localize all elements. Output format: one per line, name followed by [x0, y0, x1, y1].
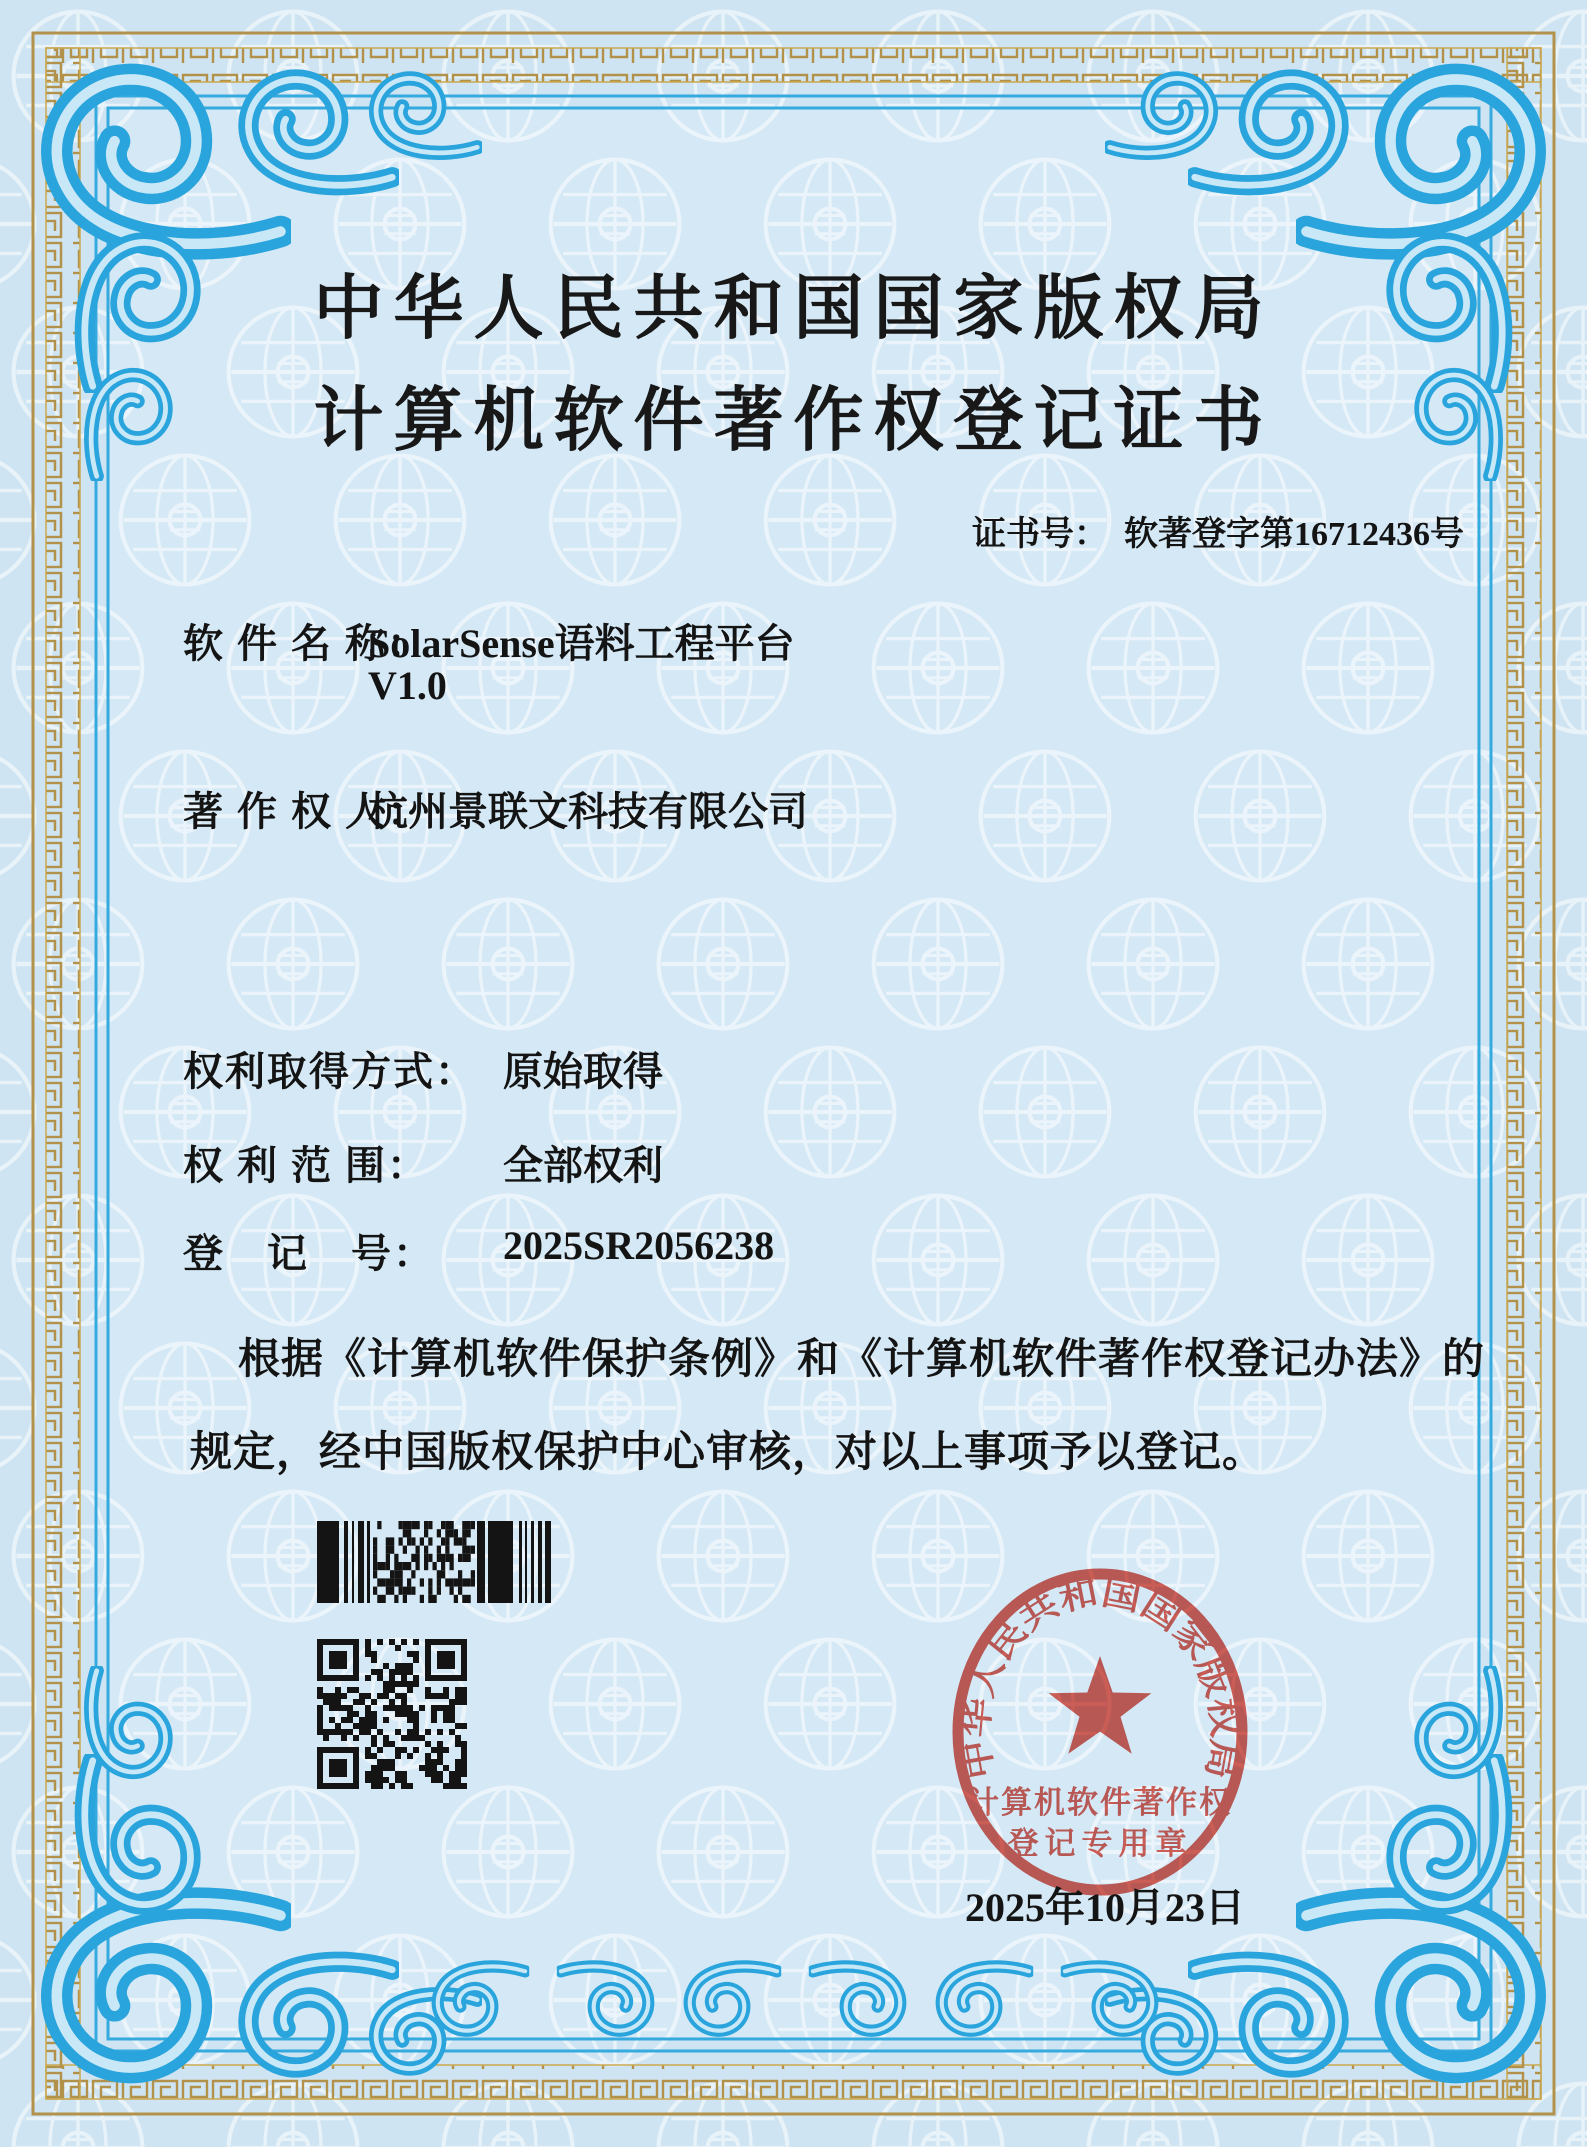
software-version: V1.0	[368, 663, 447, 708]
cert-no-label: 证书号：	[972, 516, 1108, 553]
software-name-value: SolarSense语料工程平台	[368, 621, 795, 666]
authority-title: 中华人民共和国国家版权局	[313, 271, 1274, 348]
rights-scope-value: 全部权利	[503, 1143, 663, 1188]
official-seal	[935, 1555, 1265, 1925]
star-icon	[1049, 1656, 1152, 1754]
seal-line2: 登记专用章	[1007, 1826, 1193, 1861]
software-name-label: 软 件 名 称：	[183, 621, 429, 666]
barcode-graphic	[317, 1521, 551, 1603]
acquisition-method-label: 权利取得方式：	[183, 1049, 477, 1094]
seal-ring-text: 中华人民共和国国家版权局	[955, 1572, 1244, 1782]
seal-line1: 计算机软件著作权	[968, 1785, 1232, 1820]
body-paragraph-line-2: 规定，经中国版权保护中心审核，对以上事项予以登记。	[190, 1430, 1266, 1476]
rights-scope-label: 权 利 范 围：	[183, 1143, 429, 1188]
copyright-owner-label: 著 作 权 人：	[183, 789, 429, 834]
issue-date: 2025年10月23日	[965, 1885, 1245, 1930]
acquisition-method-value: 原始取得	[503, 1049, 663, 1094]
certificate-number	[972, 506, 1464, 555]
cert-no-value: 软著登字第16712436号	[1124, 516, 1464, 553]
qr-code-graphic	[317, 1639, 467, 1789]
registration-no-label: 登 记 号：	[183, 1231, 435, 1276]
copyright-owner-value: 杭州景联文科技有限公司	[368, 789, 808, 834]
registration-no-value: 2025SR2056238	[503, 1223, 775, 1268]
body-paragraph-line-1: 根据《计算机软件保护条例》和《计算机软件著作权登记办法》的	[238, 1337, 1486, 1383]
certificate-title: 计算机软件著作权登记证书	[313, 383, 1274, 460]
